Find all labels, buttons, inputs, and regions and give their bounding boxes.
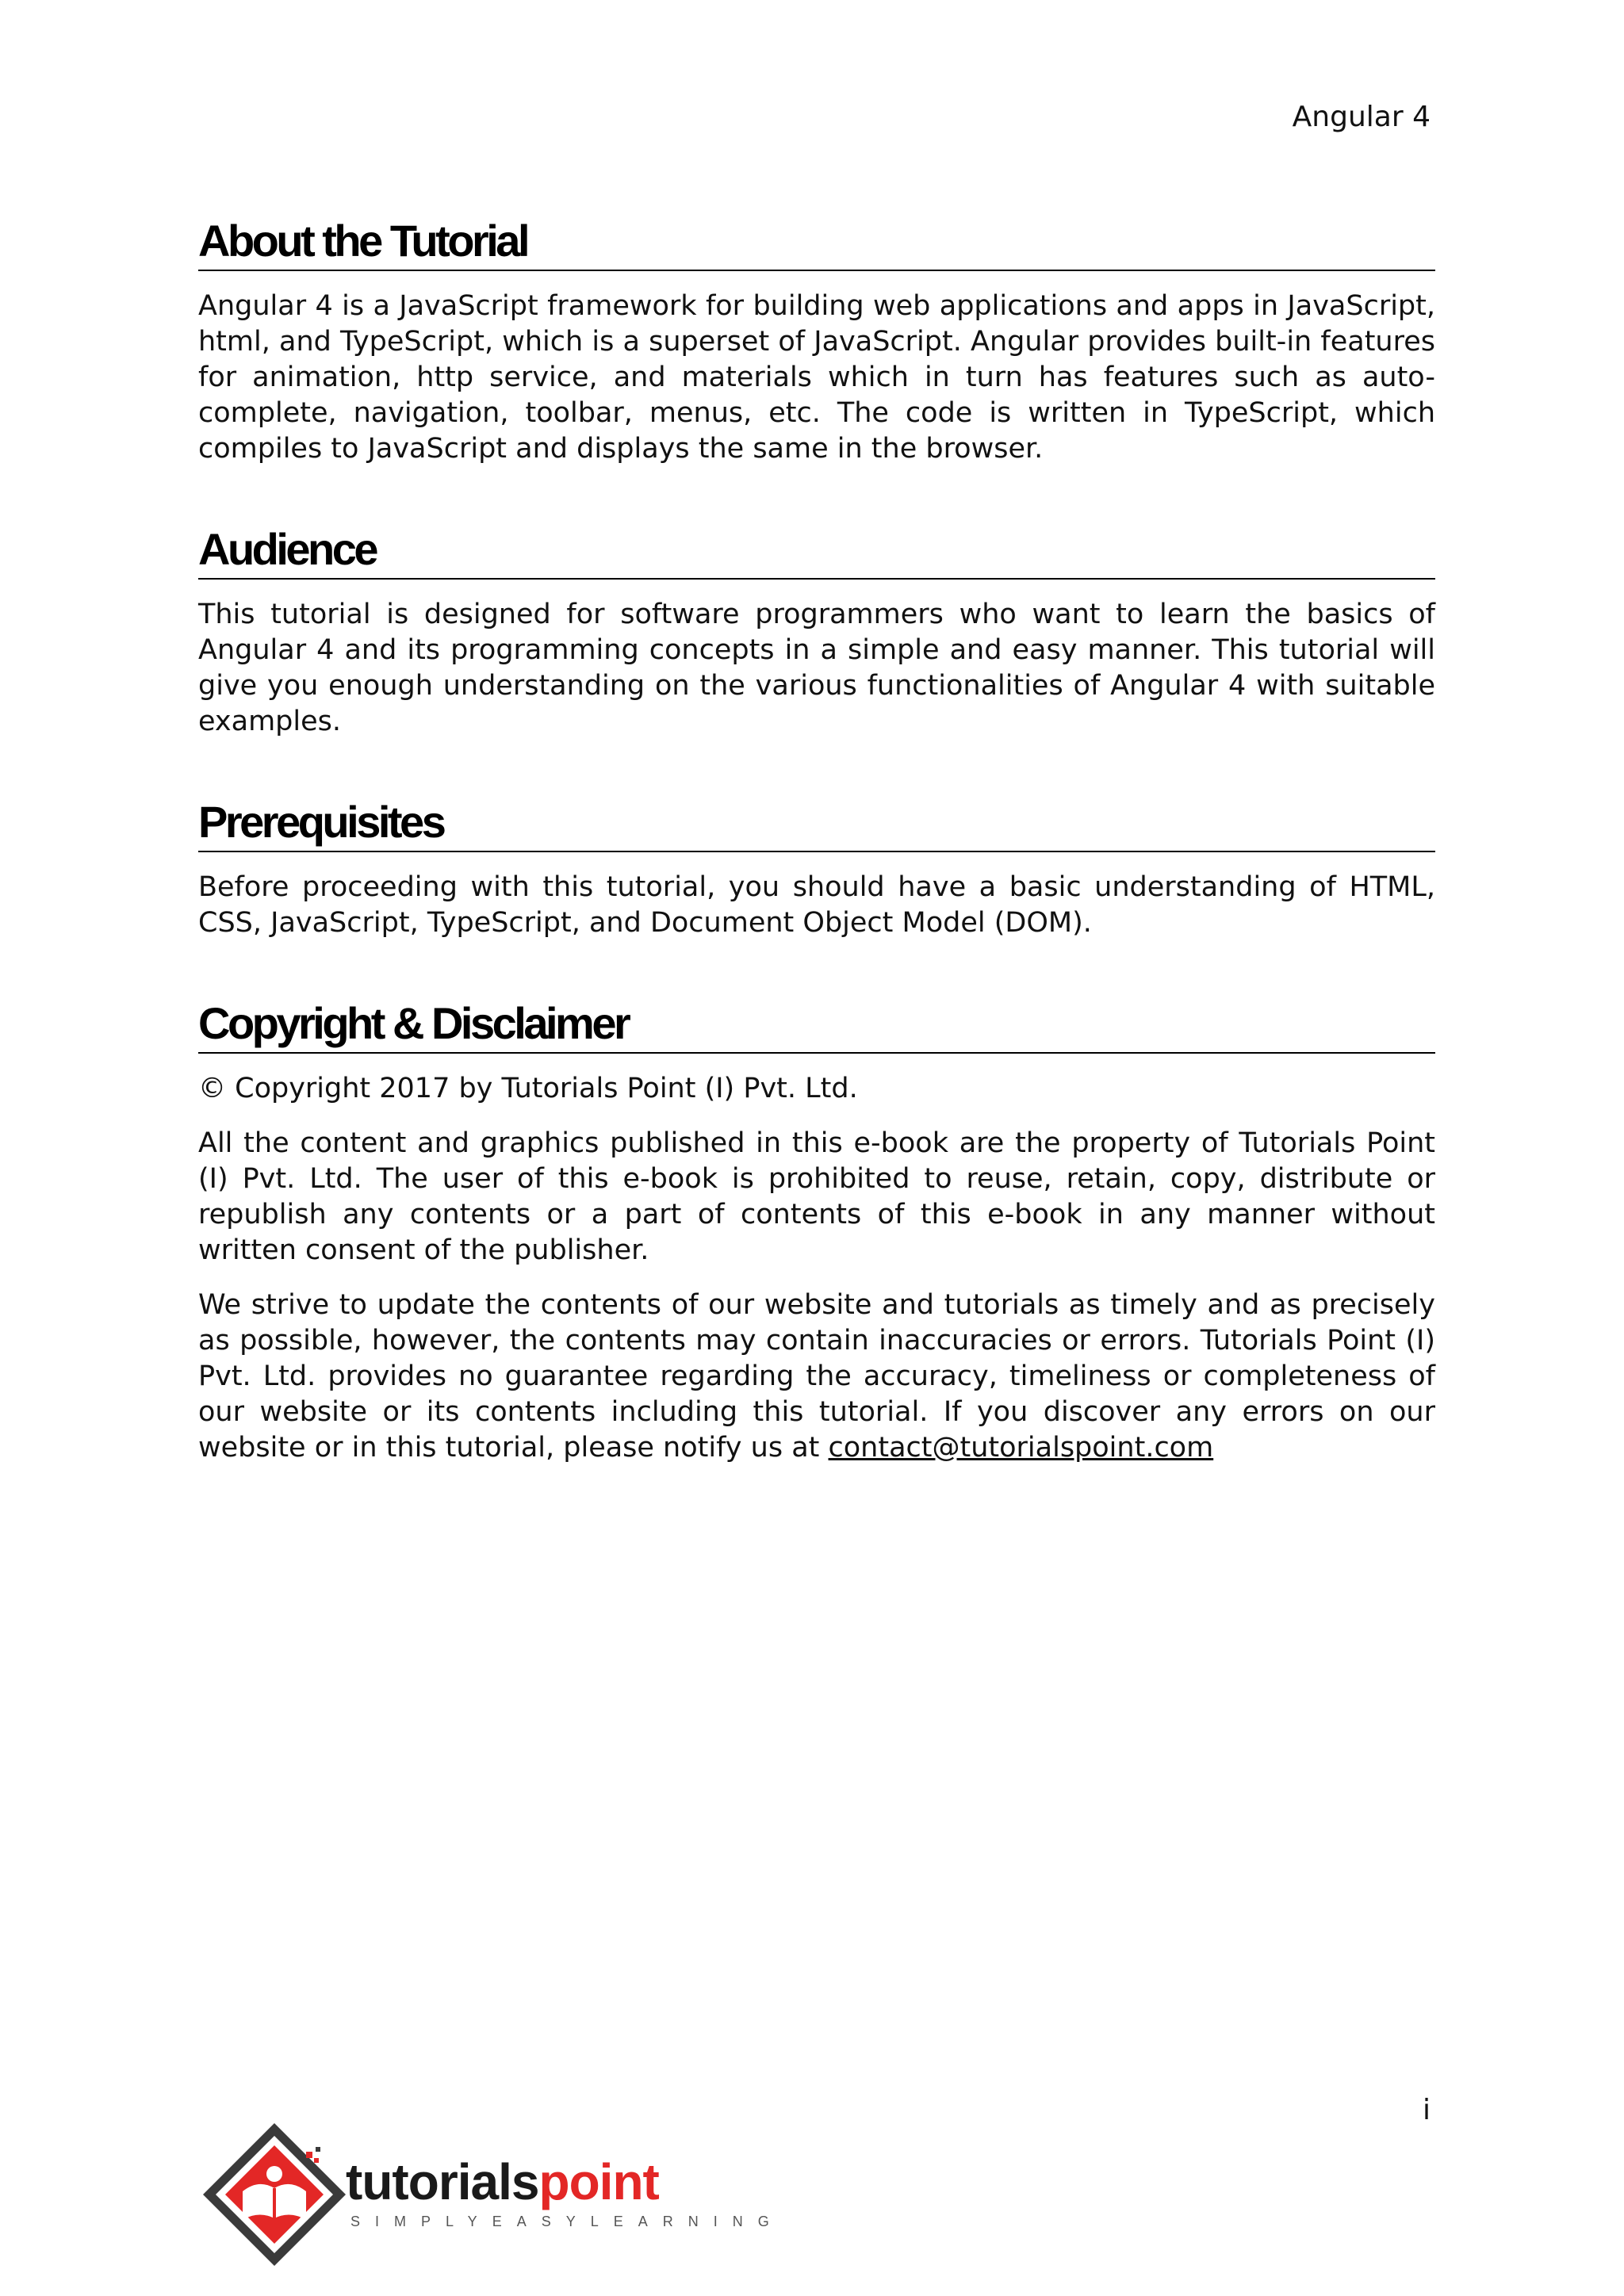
tutorialspoint-logo [195, 2115, 784, 2274]
logo-word-point: point [538, 2153, 659, 2210]
running-header: Angular 4 [1292, 101, 1431, 133]
section-body [198, 597, 1435, 740]
section-audience [198, 522, 1435, 740]
section-body [198, 289, 1435, 467]
paragraph: Before proceeding with this tutorial, you should have a basic understanding of HTML, CSS, JavaScript, TypeScript, and Document Object Model (DOM). [198, 871, 1435, 939]
page-content [198, 214, 1435, 1466]
section-about-tutorial [198, 214, 1435, 467]
section-prerequisites [198, 795, 1435, 941]
section-copyright-disclaimer [198, 997, 1435, 1466]
page-number: i [1422, 2094, 1431, 2126]
section-heading: Copyright & Disclaimer [198, 997, 1435, 1054]
copyright-line: © Copyright 2017 by Tutorials Point (I) Pvt. Ltd. [198, 1073, 858, 1104]
logo-tagline: SIMPLYEASYLEARNING [350, 2214, 784, 2229]
tutorialspoint-diamond-logo-icon [195, 2115, 354, 2274]
section-heading: Audience [198, 522, 1435, 580]
contact-email-link[interactable]: contact@tutorialspoint.com [828, 1432, 1214, 1464]
logo-word-tutorials: tutorials [346, 2153, 539, 2210]
paragraph-with-contact [198, 1288, 1435, 1466]
paragraph: Angular 4 is a JavaScript framework for building web applications and apps in JavaScript, html, and TypeScript, which is a superset of JavaScript. Angular provides built-in features for animation, http service, and materials which in turn has features such as auto-complete, navigation, toolbar, menus, etc. The code is written in TypeScript, which compiles to JavaScript and displays the same in the browser. [198, 290, 1435, 465]
section-body [198, 1071, 1435, 1466]
paragraph: All the content and graphics published in this e-book are the property of Tutorials Point (I) Pvt. Ltd. The user of this e-book is prohibited to reuse, retain, copy, distribute or republish any contents or a part of contents of this e-book in any manner without written consent of the publisher. [198, 1127, 1435, 1266]
paragraph-text: We strive to update the contents of our website and tutorials as timely and as precisely as possible, however, the contents may contain inaccuracies or errors. Tutorials Point (I) Pvt. Ltd. provides no guarantee regarding the accuracy, timeliness or completeness of our website or its contents including this tutorial. If you discover any errors on our website or in this tutorial, please notify us at [198, 1289, 1435, 1464]
logo-wordmark [346, 2153, 659, 2210]
section-body [198, 870, 1435, 941]
paragraph: This tutorial is designed for software programmers who want to learn the basics of Angular 4 and its programming concepts in a simple and easy manner. This tutorial will give you enough understanding on the various functionalities of Angular 4 with suitable examples. [198, 599, 1435, 737]
section-heading: About the Tutorial [198, 214, 1435, 271]
section-heading: Prerequisites [198, 795, 1435, 852]
